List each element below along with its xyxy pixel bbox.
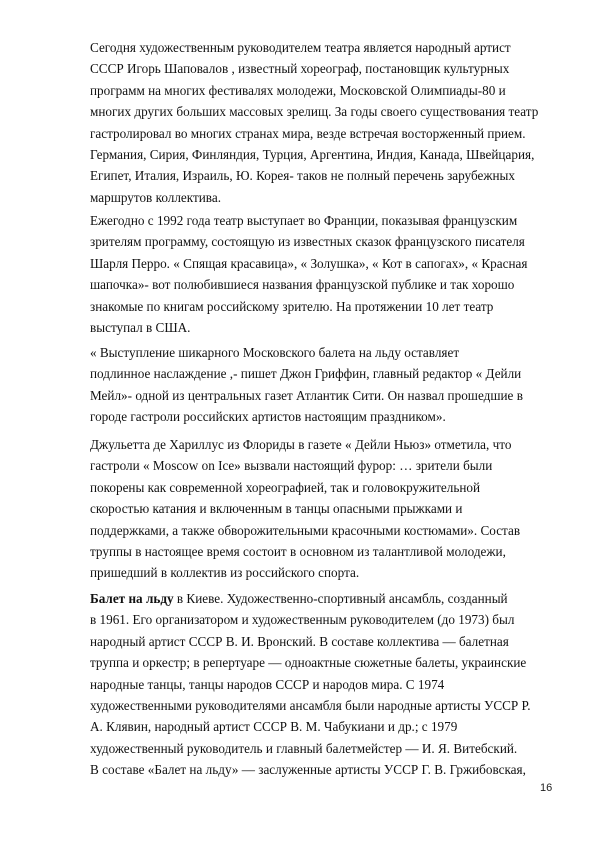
text-line: поддержками, а также обворожительными красочными костюмами». Состав — [90, 522, 521, 538]
text-line: гастролировал во многих странах мира, везде встречая восторженный прием. — [90, 125, 526, 141]
text-line: СССР Игорь Шаповалов , известный хореограф, постановщик культурных — [90, 61, 510, 77]
text-line: Египет, Италия, Израиль, Ю. Корея- таков не полный перечень зарубежных — [90, 168, 515, 184]
paragraph-2 — [90, 210, 550, 338]
text-line: многих других больших массовых зрелищ. За годы своего существования театр — [90, 104, 539, 120]
paragraph-3 — [90, 342, 550, 428]
text-line: художественный руководитель и главный балетмейстер — И. Я. Витебский. — [90, 740, 518, 756]
page-number: 16 — [540, 782, 553, 794]
text-line: А. Клявин, народный артист СССР В. М. Чабукиани и др.; с 1979 — [90, 719, 458, 735]
text-line: Германия, Сирия, Финляндия, Турция, Аргентина, Индия, Канада, Швейцария, — [90, 147, 535, 163]
text-line: знакомые по книгам российскому зрителю. На протяжении 10 лет театр — [90, 298, 494, 314]
text-line: скоростью катания и включенным в танцы опасными прыжками и — [90, 501, 463, 517]
text-line: Джульетта де Хариллус из Флориды в газете « Дейли Ньюз» отметила, что — [90, 437, 512, 452]
text-line: покорены как современной хореографией, так и головокружительной — [90, 479, 481, 495]
text-line: труппы в настоящее время состоит в основном из талантливой молодежи, — [90, 544, 506, 560]
text-line: художественными руководителями ансамбля были народные артисты УССР Р. — [90, 698, 531, 714]
paragraph-1 — [90, 37, 550, 208]
text-line: маршрутов коллектива. — [90, 189, 222, 205]
text-line: народный артист СССР В. И. Вронский. В составе коллектива — балетная — [90, 633, 509, 649]
text-line: программ на многих фестивалях молодежи, Московской Олимпиады-80 и — [90, 82, 506, 98]
text-line: Ежегодно с 1992 года театр выступает во Франции, показывая французским — [90, 213, 518, 228]
text-line: « Выступление шикарного Московского балета на льду оставляет — [90, 345, 460, 360]
text-line: труппа и оркестр; в репертуаре — одноактные сюжетные балеты, украинские — [90, 655, 527, 671]
text-line: в 1961. Его организатором и художественным руководителем (до 1973) был — [90, 612, 515, 628]
text-line: Мейл»- одной из центральных газет Атлантик Сити. Он назвал прошедшие в — [90, 387, 523, 403]
text-line-lead — [90, 588, 550, 609]
text-line: В составе «Балет на льду» — заслуженные артисты УССР Г. В. Гржибовская, — [90, 762, 526, 778]
text-line: народные танцы, танцы народов СССР и народов мира. С 1974 — [90, 676, 445, 692]
text-line: Сегодня художественным руководителем театра является народный артист — [90, 40, 511, 55]
lead-line-rest: в Киеве. Художественно-спортивный ансамбль, созданный — [173, 591, 508, 606]
text-line: пришедший в коллектив из российского спорта. — [90, 565, 360, 581]
paragraph-4 — [90, 434, 550, 584]
text-line: шапочка»- вот полюбившиеся названия французской публике и так хорошо — [90, 277, 515, 293]
text-line: зрителям программу, состоящую из известных сказок французского писателя — [90, 234, 525, 250]
text-line: Шарля Перро. « Спящая красавица», « Золушка», « Кот в сапогах», « Красная — [90, 255, 528, 271]
bold-term: Балет на льду — [90, 591, 174, 606]
text-line: городе гастроли российских артистов настоящим праздником». — [90, 409, 446, 425]
text-line: подлинное наслаждение ,- пишет Джон Гриффин, главный редактор « Дейли — [90, 366, 522, 382]
text-line: выступал в США. — [90, 320, 191, 336]
text-line: гастроли « Moscow on Ice» вызвали настоящий фурор: … зрители были — [90, 458, 493, 474]
paragraph-5 — [90, 588, 550, 781]
